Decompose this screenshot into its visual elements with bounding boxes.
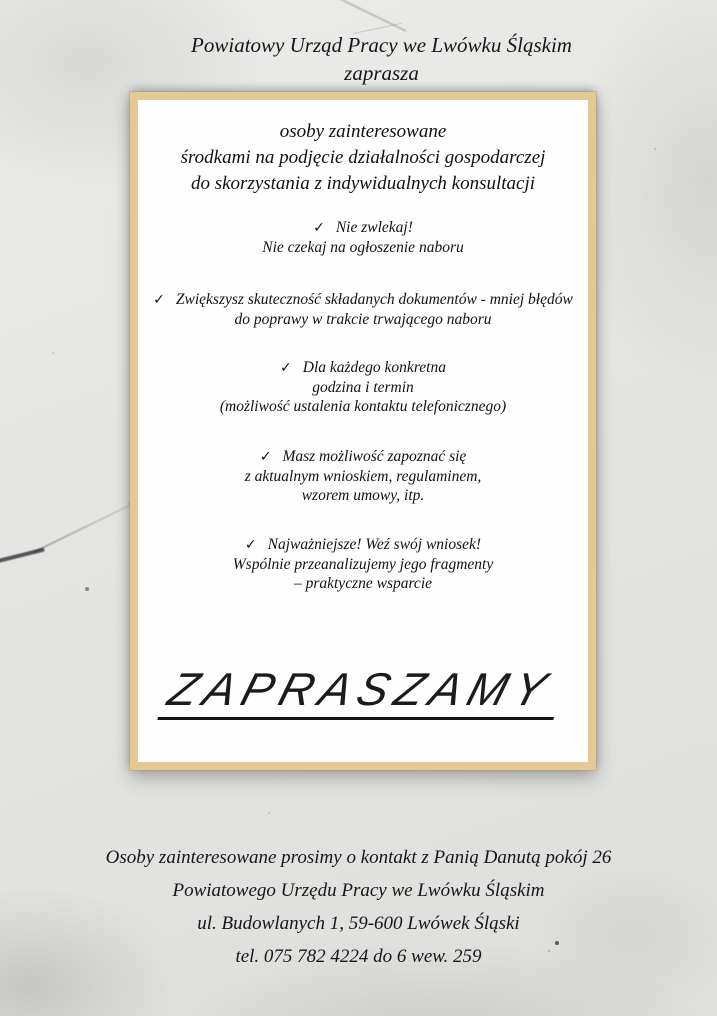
bullet-item bbox=[138, 535, 588, 593]
poster bbox=[138, 100, 588, 762]
closing-text: ZAPRASZAMY bbox=[157, 666, 568, 720]
intro-line: do skorzystania z indywidualnych konsultacji bbox=[190, 173, 536, 194]
contact-line: Powiatowego Urzędu Pracy we Lwówku Śląskim bbox=[172, 880, 545, 901]
contact-line: Osoby zainteresowane prosimy o kontakt z Panią Danutą pokój 26 bbox=[105, 847, 612, 868]
bullet-first-line bbox=[138, 218, 588, 238]
bullet-text: godzina i termin bbox=[312, 379, 414, 396]
wall-crack bbox=[34, 502, 136, 553]
intro-line: osoby zainteresowane bbox=[279, 121, 447, 142]
bullet-text: Wspólnie przeanalizujemy jego fragmenty bbox=[232, 556, 494, 573]
bullet-item bbox=[138, 358, 588, 416]
bullet-first-line bbox=[138, 290, 588, 310]
bullet-text: Dla każdego konkretna bbox=[302, 359, 446, 376]
bullet-text: Nie zwlekaj! bbox=[335, 219, 413, 236]
contact-line: tel. 075 782 4224 do 6 wew. 259 bbox=[235, 946, 482, 967]
bullet-item bbox=[138, 290, 588, 329]
checkmark-icon: ✓ bbox=[259, 449, 272, 465]
checkmark-icon: ✓ bbox=[153, 292, 165, 308]
bullet-text: (możliwość ustalenia kontaktu telefonicznego) bbox=[219, 398, 507, 415]
bullet-item bbox=[138, 447, 588, 505]
contact-line: ul. Budowlanych 1, 59-600 Lwówek Śląski bbox=[197, 913, 520, 934]
bullet-item bbox=[138, 218, 588, 257]
bullet-text: Masz możliwość zapoznać się bbox=[282, 448, 467, 465]
bullet-text: Najważniejsze! Weź swój wniosek! bbox=[267, 536, 482, 553]
header bbox=[46, 31, 717, 87]
checkmark-icon: ✓ bbox=[244, 537, 257, 553]
bullet-text: z aktualnym wnioskiem, regulaminem, bbox=[244, 468, 482, 485]
header-title: Powiatowy Urząd Pracy we Lwówku Śląskim bbox=[191, 33, 572, 57]
closing-row bbox=[138, 663, 588, 720]
checkmark-icon: ✓ bbox=[313, 220, 325, 236]
contact-block bbox=[0, 841, 717, 973]
bullet-first-line bbox=[138, 358, 588, 378]
bullet-text: do poprawy w trakcie trwającego naboru bbox=[234, 311, 492, 328]
wall-specks bbox=[0, 0, 2, 2]
checkmark-icon: ✓ bbox=[280, 360, 292, 376]
wall-scratch bbox=[339, 0, 406, 32]
bullet-first-line bbox=[138, 447, 588, 467]
bullet-text: – praktyczne wsparcie bbox=[293, 575, 433, 592]
bullet-first-line bbox=[138, 535, 588, 555]
intro-line: środkami na podjęcie działalności gospodarczej bbox=[180, 147, 546, 168]
header-subtitle: zaprasza bbox=[344, 61, 419, 85]
bullet-text: Zwiększysz skuteczność składanych dokumentów - mniej błędów bbox=[175, 291, 573, 308]
bullet-text: wzorem umowy, itp. bbox=[301, 487, 425, 504]
poster-frame bbox=[130, 92, 596, 770]
poster-intro bbox=[138, 119, 588, 197]
bullet-text: Nie czekaj na ogłoszenie naboru bbox=[262, 239, 464, 256]
